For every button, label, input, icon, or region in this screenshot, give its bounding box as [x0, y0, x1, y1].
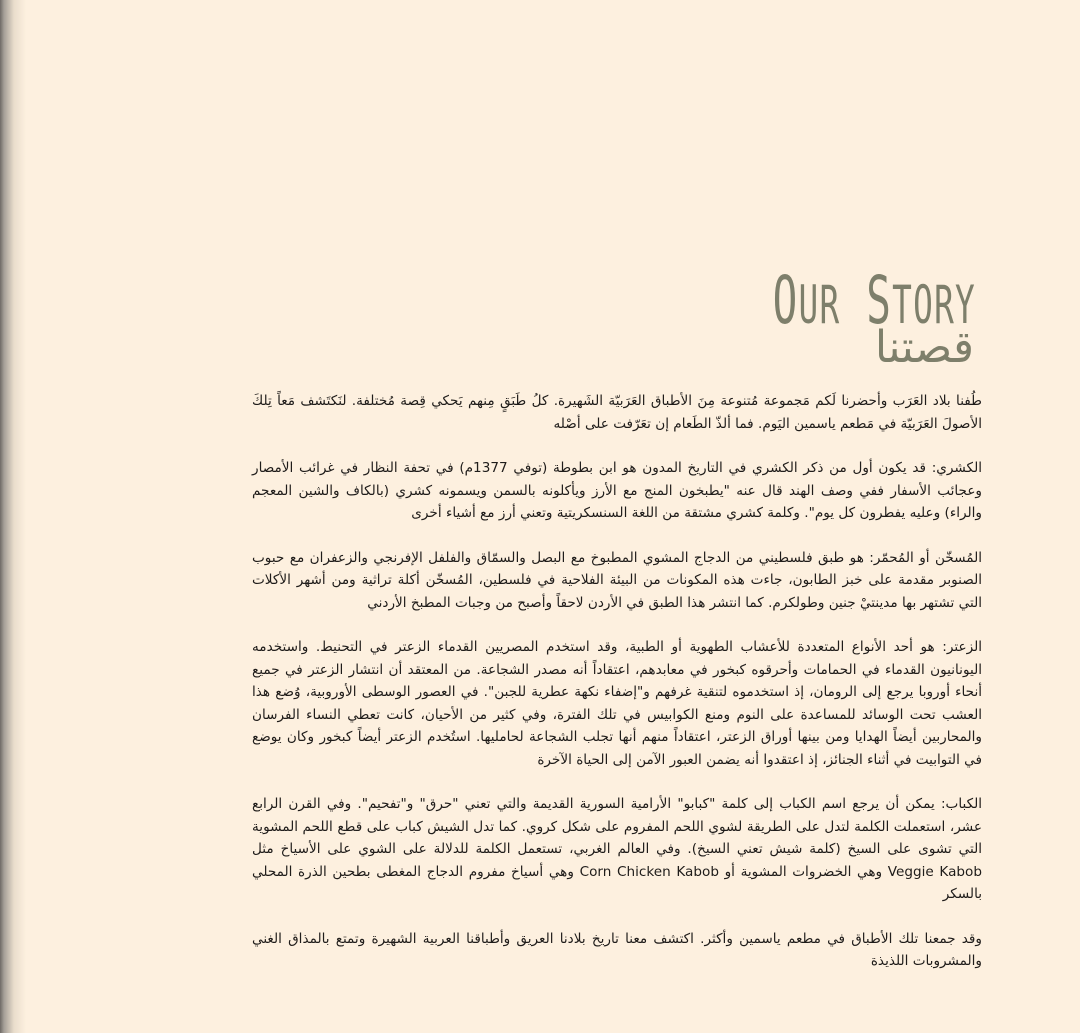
- paragraph-kabab: الكباب: يمكن أن يرجع اسم الكباب إلى كلمة "كبابو" الأرامية السورية القديمة والتي تعني "حرق" و"تفحيم". وفي القرن الرابع عشر، استعملت الكلمة لتدل على الطريقة لشوي اللحم المفروم على شكل كروي. كما تدل الشيش كباب على قطع اللحم المشوية التي تشوى على السيخ (كلمة شيش تعني السيخ). وفي العالم الغربي، تستعمل الكلمة للدلالة على الشوي على الأسياخ مثل Veggie Kabob وهي الخضروات المشوية أو Corn Chicken Kabob وهي أسياخ مفروم الدجاج المغطى بطحين الذرة المحلي بالسكر: [252, 796, 982, 902]
- story-body: [252, 390, 982, 995]
- paragraph-zaatar: الزعتر: هو أحد الأنواع المتعددة للأعشاب الطهوية أو الطبية، وقد استخدم المصريين القدماء الزعتر في التحنيط. واستخدمه اليونانيون القدماء في الحمامات وأحرقوه كبخور في معابدهم، اعتقاداً أنه مصدر الشجاعة. من المعتقد أن انتشار الزعتر في جميع أنحاء أوروبا يرجع إلى الرومان، إذ استخدموه لتنقية غرفهم و"إضفاء نكهة عطرية للجبن". في العصور الوسطى الأوروبية، وُضع هذا العشب تحت الوسائد للمساعدة على النوم ومنع الكوابيس في تلك الفترة، وفي كثير من الأحيان، كانت تعطي النساء الفرسان والمحاربين أيضاً الهدايا ومن بينها أوراق الزعتر، اعتقاداً منهم أنها تجلب الشجاعة لحامليها. استُخدم الزعتر أيضاً كبخور وكان يوضع في التوابيت في أثناء الجنائز، إذ اعتقدوا أنه يضمن العبور الآمن إلى الحياة الآخرة: [252, 639, 982, 768]
- paragraph-musakhan: المُسخّن أو المُحمّر: هو طبق فلسطيني من الدجاج المشوي المطبوخ مع البصل والسمّاق والفلفل الإفرنجي والزعفران مع حبوب الصنوبر مقدمة على خبز الطابون، جاءت هذه المكونات من البيئة الفلاحية في فلسطين، المُسخّن أكلة تراثية ومن أشهر الأكلات التي تشتهر بها مدينتيْ جنين وطولكرم. كما انتشر هذا الطبق في الأردن لاحقاً وأصبح من وجبات المطبخ الأردني: [252, 549, 982, 611]
- paragraph-closing: وقد جمعنا تلك الأطباق في مطعم ياسمين وأكثر. اكتشف معنا تاريخ بلادنا العريق وأطباقنا العربية الشهيرة وتمتع بالمذاق الغني والمشروبات اللذيذة: [252, 930, 982, 969]
- paragraph-intro: طُفنا بلاد العَرَب وأحضرنا لَكم مَجموعة مُتنوعة مِنَ الأطباق العَرَبيّة الشَهيرة. كلُ طَبَقٍ مِنهم يَحكي قِصة مُختلفة. لنَكتَشف مَعاً تِلكَ الأصولَ العَرَبيّة في مَطعم ياسمين اليَوم. فما ألذّ الطَعام إن تعَرّفت على أصْله: [252, 393, 982, 432]
- heading-english: OUR STORY: [772, 262, 976, 339]
- heading-arabic: قصتنا: [874, 322, 974, 373]
- paragraph-koshari: الكشري: قد يكون أول من ذكر الكشري في التاريخ المدون هو ابن بطوطة (توفي 1377م) في تحفة النظار في غرائب الأمصار وعجائب الأسفار ففي وصف الهند قال عنه "يطبخون المنج مع الأرز ويأكلونه بالسمن ويسمونه كشري (بالكاف والشين المعجم والراء) وعليه يفطرون كل يوم". وكلمة كشري مشتقة من اللغة السنسكريتية وتعني أرز مع أشياء أخرى: [252, 460, 982, 521]
- book-spine-shadow: [0, 0, 26, 1033]
